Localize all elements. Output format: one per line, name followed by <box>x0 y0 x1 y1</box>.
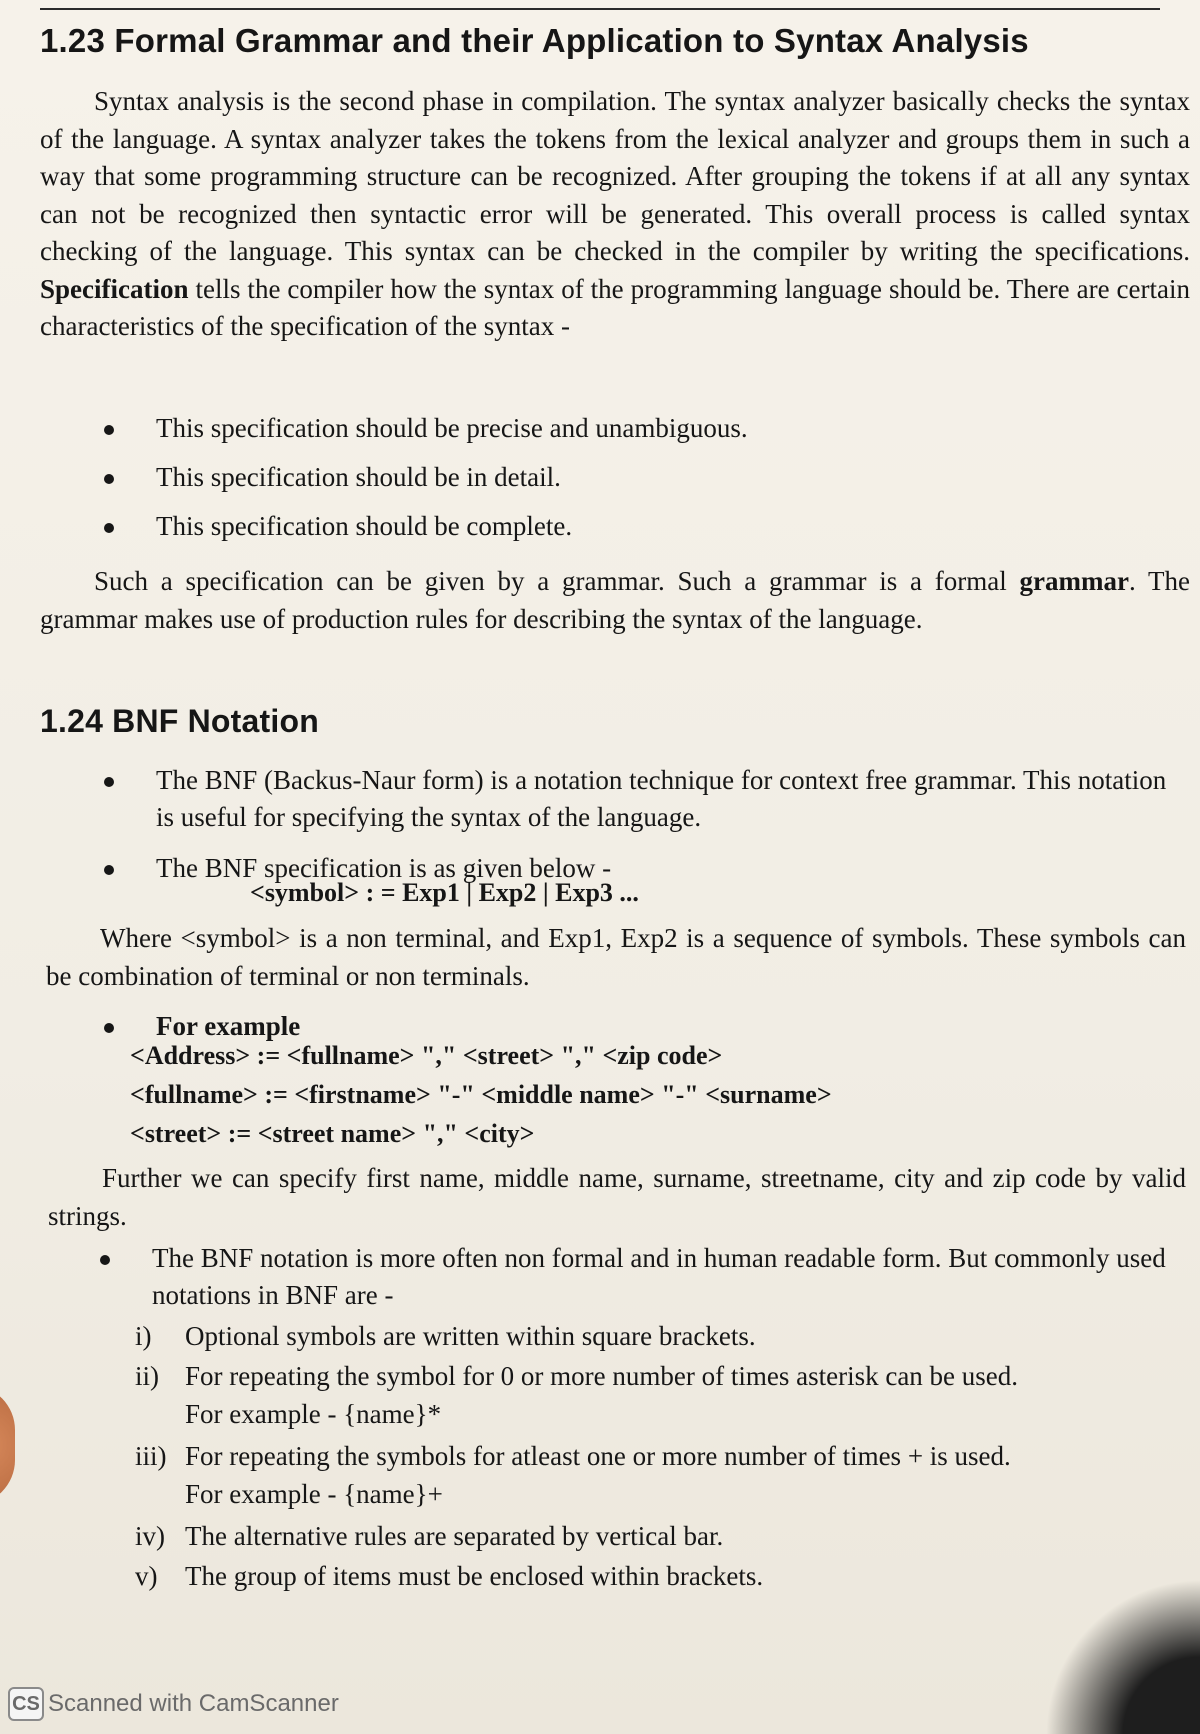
further-paragraph: Further we can specify first name, middle name, surname, streetname, city and zip code by valid strings. <box>48 1163 1186 1231</box>
bullet-icon <box>104 523 114 533</box>
notation-example: For example - {name}* <box>185 1399 442 1429</box>
section-heading-1-24: 1.24 BNF Notation <box>40 703 319 739</box>
watermark-text: Scanned with CamScanner <box>48 1690 339 1717</box>
example-line: <street> := <street name> "," <city> <box>130 1119 535 1148</box>
scanner-watermark <box>8 1686 339 1722</box>
list-item: This specification should be precise and unambiguous. <box>100 410 1180 447</box>
notation-item: ii) For repeating the symbol for 0 or more number of times asterisk can be used. <box>135 1361 1019 1391</box>
camscanner-logo-icon: CS <box>8 1687 44 1721</box>
section-heading-1-23: 1.23 Formal Grammar and their Application to Syntax Analysis <box>40 22 1029 59</box>
grammar-paragraph: Such a specification can be given by a grammar. Such a grammar is a formal grammar. The grammar makes use of production rules for describing the syntax of the language. <box>40 566 1190 634</box>
bullet-icon <box>104 1023 114 1033</box>
bnf-list-2 <box>100 1008 1180 1045</box>
bullet-icon <box>100 1255 110 1265</box>
bullet-icon <box>104 777 114 787</box>
intro-paragraph <box>40 83 1190 346</box>
list-item: The BNF notation is more often non formal and in human readable form. But commonly used notations in BNF are - <box>96 1240 1180 1314</box>
specification-term: Specification <box>40 273 189 304</box>
notation-item: iv) The alternative rules are separated by vertical bar. <box>135 1521 724 1551</box>
where-paragraph: Where <symbol> is a non terminal, and Exp1, Exp2 is a sequence of symbols. These symbols can be combination of terminal or non terminals. <box>46 923 1186 991</box>
bullet-icon <box>104 865 114 875</box>
notation-item: i) Optional symbols are written within square brackets. <box>135 1321 756 1351</box>
notation-item: v) The group of items must be enclosed within brackets. <box>135 1561 764 1591</box>
bnf-list-3 <box>96 1240 1180 1314</box>
list-item: This specification should be complete. <box>100 508 1180 545</box>
characteristics-list <box>100 410 1180 545</box>
notation-example: For example - {name}+ <box>185 1479 443 1509</box>
bullet-icon <box>104 474 114 484</box>
notation-list <box>135 1318 1165 1598</box>
list-item: The BNF specification is as given below - <box>100 850 1180 887</box>
list-item: This specification should be in detail. <box>100 459 1180 496</box>
list-item: For example <box>100 1008 1180 1045</box>
bullet-icon <box>104 425 114 435</box>
thumb-image <box>0 1385 15 1505</box>
example-line: <Address> := <fullname> "," <street> "," <zip code> <box>130 1041 723 1070</box>
top-rule <box>40 8 1160 10</box>
list-item: The BNF (Backus-Naur form) is a notation technique for context free grammar. This notation is useful for specifying the syntax of the language. <box>100 762 1180 836</box>
bnf-rule: <symbol> : = Exp1 | Exp2 | Exp3 ... <box>250 878 639 907</box>
intro-tail: tells the compiler how the syntax of the programming language should be. There are certain characteristics of the specification of the syntax - <box>40 273 1190 341</box>
page-corner-shadow <box>1000 1574 1200 1734</box>
notation-item: iii) For repeating the symbols for atleast one or more number of times + is used. <box>135 1441 1011 1471</box>
intro-text: Syntax analysis is the second phase in compilation. The syntax analyzer basically checks the syntax of the language. A syntax analyzer takes the tokens from the lexical analyzer and groups them in such a way that some programming structure can be recognized. After grouping the tokens if at all any syntax can not be recognized then syntactic error will be generated. This overall process is called syntax checking of the language. This syntax can be checked in the compiler by writing the specifications. <box>40 86 1190 266</box>
bnf-list-1 <box>100 762 1180 887</box>
example-line: <fullname> := <firstname> "-" <middle name> "-" <surname> <box>130 1080 832 1109</box>
grammar-term: grammar <box>1019 566 1129 596</box>
